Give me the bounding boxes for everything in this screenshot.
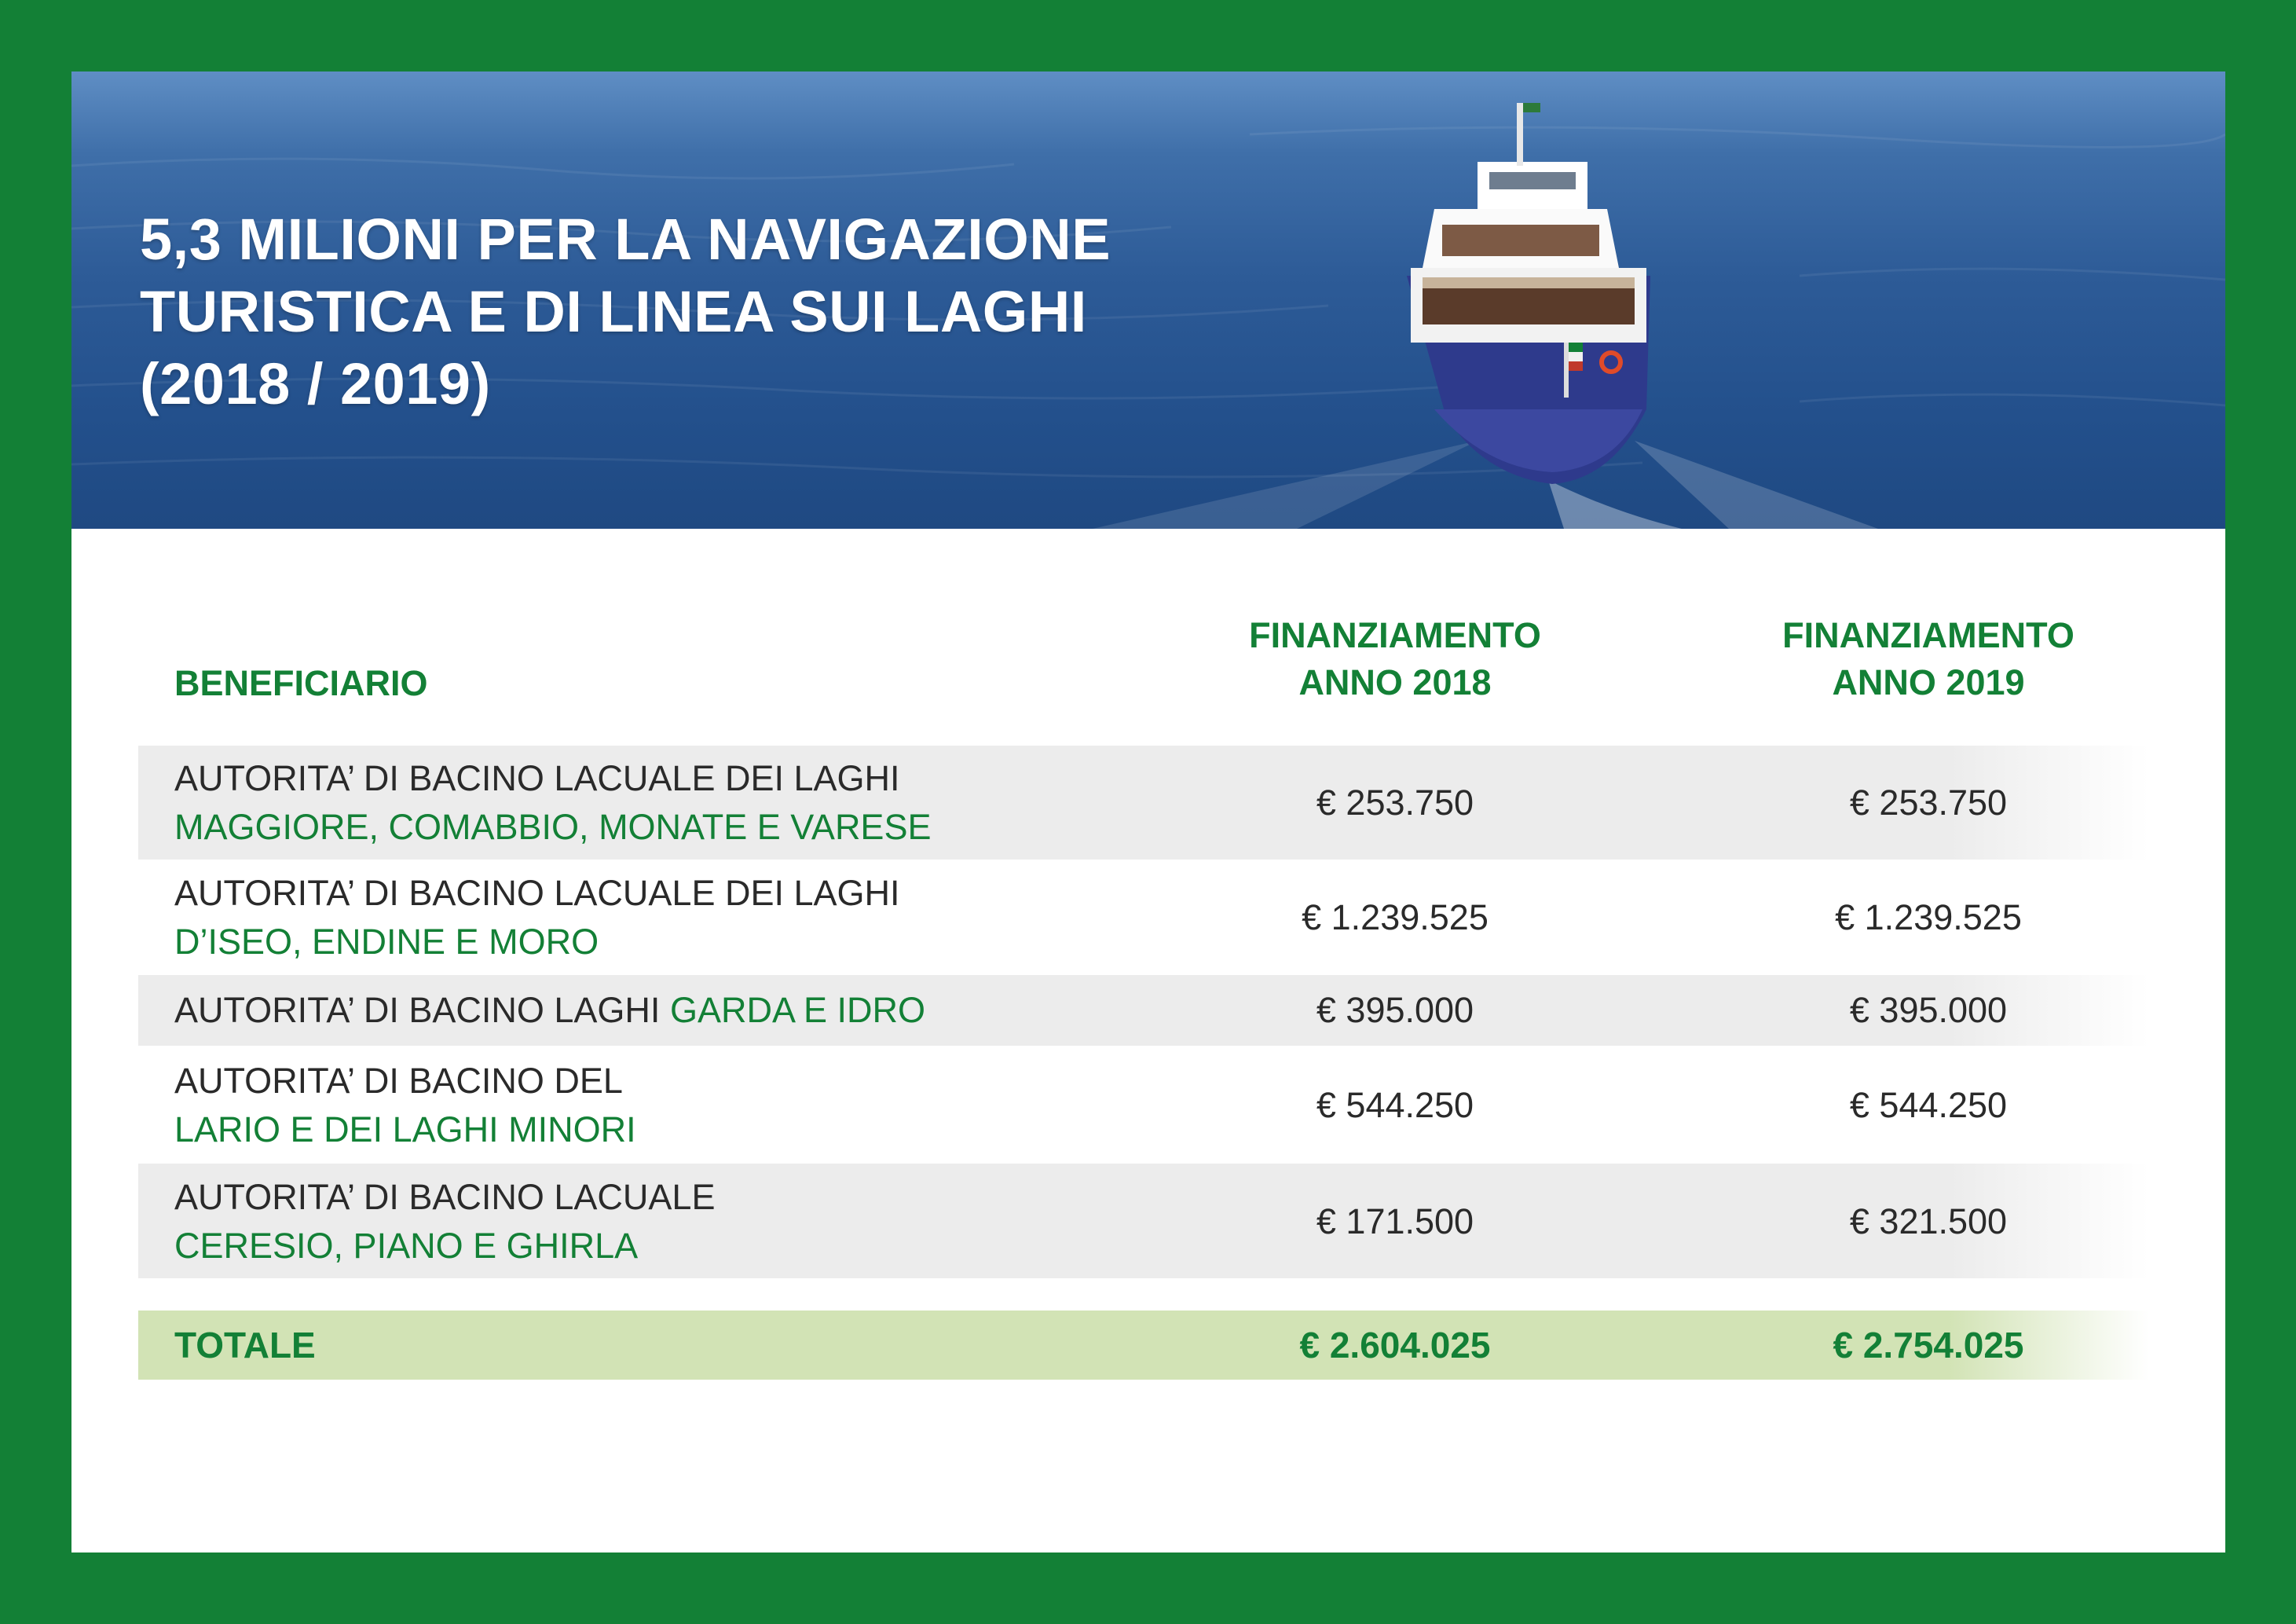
- header-2019-line-1: FINANZIAMENTO: [1782, 615, 2074, 655]
- title-line-1: 5,3 MILIONI PER LA NAVIGAZIONE: [140, 207, 1111, 272]
- beneficiary-name: [174, 1173, 715, 1270]
- total-row: [138, 1311, 2149, 1380]
- amount-2019: € 544.250: [1849, 1085, 2008, 1125]
- total-2018: € 2.604.025: [1299, 1325, 1491, 1366]
- header-2018-line-2: ANNO 2018: [1298, 662, 1492, 702]
- header-2019-line-2: ANNO 2019: [1832, 662, 2025, 702]
- amount-2018: € 395.000: [1316, 990, 1474, 1030]
- total-label: TOTALE: [174, 1325, 316, 1366]
- amount-2018: € 171.500: [1316, 1201, 1474, 1241]
- beneficiary-name: [174, 1057, 636, 1154]
- table-row: [138, 746, 2149, 860]
- beneficiary-name: [174, 986, 925, 1035]
- header-beneficiario: BENEFICIARIO: [174, 663, 428, 703]
- page-title: [140, 203, 1111, 420]
- amount-2019: € 395.000: [1849, 990, 2008, 1030]
- amount-2018: € 544.250: [1316, 1085, 1474, 1125]
- infographic-card: [71, 71, 2225, 1553]
- table-row: [138, 1164, 2149, 1278]
- title-line-2: TURISTICA E DI LINEA SUI LAGHI: [140, 279, 1087, 344]
- header-finanziamento-2018: [1191, 612, 1599, 706]
- beneficiary-line-1: AUTORITA’ DI BACINO DEL: [174, 1061, 623, 1101]
- beneficiary-line-2: MAGGIORE, COMABBIO, MONATE E VARESE: [174, 807, 932, 847]
- table-row: [138, 860, 2149, 975]
- beneficiary-name: [174, 869, 900, 966]
- beneficiary-line-1: AUTORITA’ DI BACINO LACUALE DEI LAGHI: [174, 758, 900, 798]
- total-2019: € 2.754.025: [1833, 1325, 2024, 1366]
- lake-banner: [71, 71, 2225, 529]
- header-finanziamento-2019: [1724, 612, 2133, 706]
- header-2018-line-1: FINANZIAMENTO: [1249, 615, 1541, 655]
- amount-2019: € 321.500: [1849, 1201, 2008, 1241]
- amount-2018: € 253.750: [1316, 783, 1474, 823]
- beneficiary-line-2: CERESIO, PIANO E GHIRLA: [174, 1226, 639, 1266]
- beneficiary-line-1: AUTORITA’ DI BACINO LACUALE DEI LAGHI: [174, 873, 900, 913]
- beneficiary-line-2: D’ISEO, ENDINE E MORO: [174, 922, 599, 962]
- beneficiary-line-1: [174, 986, 925, 1035]
- beneficiary-dark-text: AUTORITA’ DI BACINO LAGHI: [174, 990, 670, 1030]
- amount-2018: € 1.239.525: [1302, 897, 1489, 937]
- amount-2019: € 253.750: [1849, 783, 2008, 823]
- title-line-3: (2018 / 2019): [140, 351, 491, 416]
- table-row: [138, 1046, 2149, 1164]
- beneficiary-line-2: LARIO E DEI LAGHI MINORI: [174, 1109, 636, 1149]
- beneficiary-green-text: GARDA E IDRO: [669, 990, 926, 1030]
- beneficiary-line-1: AUTORITA’ DI BACINO LACUALE: [174, 1177, 716, 1217]
- beneficiary-name: [174, 754, 931, 852]
- table-row: [138, 975, 2149, 1046]
- amount-2019: € 1.239.525: [1835, 897, 2022, 937]
